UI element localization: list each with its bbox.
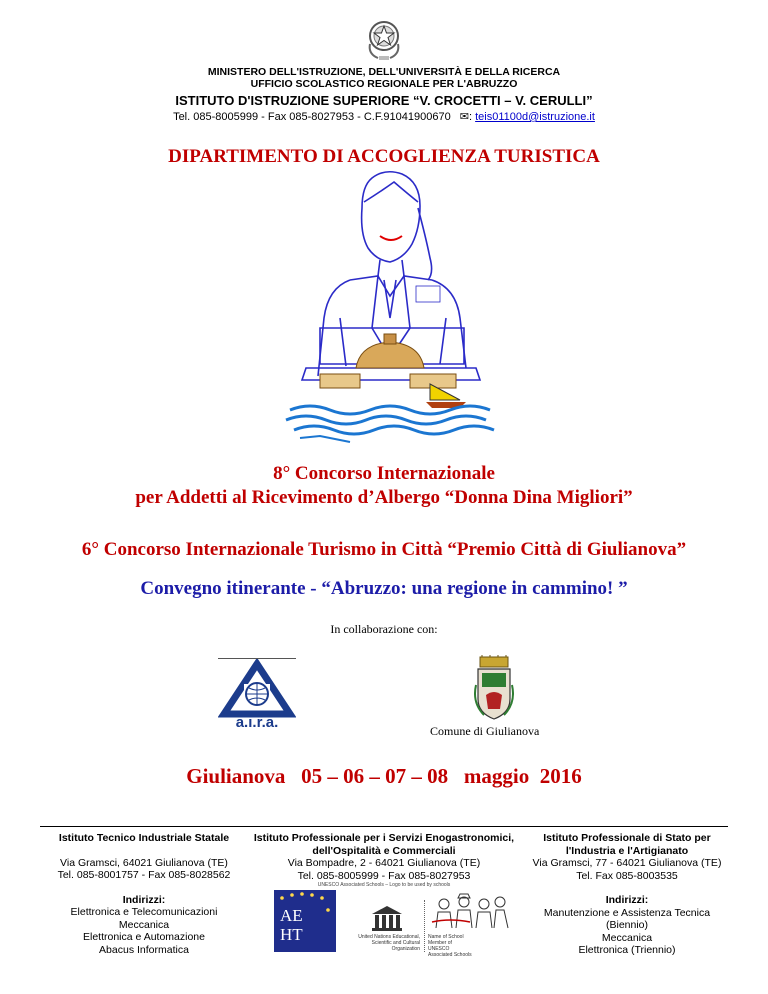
- ministry-line1: MINISTERO DELL'ISTRUZIONE, DELL'UNIVERSITÀ E DELLA RICERCA: [207, 66, 561, 78]
- aira-logo: [218, 658, 296, 732]
- ipsia-course: Elettronica (Triennio): [578, 944, 676, 956]
- department-title: DIPARTIMENTO DI ACCOGLIENZA TURISTICA: [168, 146, 600, 167]
- ipssarct-address: Via Bompadre, 2 - 64021 Giulianova (TE): [287, 857, 481, 869]
- aira-logo-text: a.i.r.a.: [235, 714, 279, 731]
- footer-col-ipssarct: [250, 832, 518, 889]
- contest-title-line2: per Addetti al Ricevimento d’Albergo “Donna Dina Migliori”: [135, 487, 633, 508]
- itis-indirizzi-label: Indirizzi:: [122, 893, 166, 906]
- aeht-logo-text: AE HT: [280, 906, 303, 944]
- contest-title: [0, 462, 768, 510]
- chefs-illustration: [430, 892, 510, 930]
- email-icon: ✉:: [459, 111, 473, 123]
- ipsia-phone: Tel. Fax 085-8003535: [576, 869, 678, 882]
- contacts-line: [0, 110, 768, 123]
- itis-heading: Istituto Tecnico Industriale Statale: [58, 832, 230, 844]
- institute-name: ISTITUTO D'ISTRUZIONE SUPERIORE “V. CROCETTI – V. CERULLI”: [175, 93, 593, 108]
- school-member-text: Name of School Member of UNESCO Associated Schools: [428, 934, 472, 958]
- ipsia-course: Manutenzione e Assistenza Tecnica: [543, 906, 711, 919]
- itis-course: Elettronica e Telecomunicazioni: [70, 906, 218, 918]
- email-link[interactable]: teis01100d@istruzione.it: [475, 111, 595, 123]
- itis-course: Meccanica: [118, 918, 170, 931]
- contest-title-line1: 8° Concorso Internazionale: [273, 463, 495, 484]
- contact-numbers: Tel. 085-8005999 - Fax 085-8027953 - C.F.91041900670: [173, 111, 451, 123]
- ministry-heading: [0, 66, 768, 90]
- unesco-caption: UNESCO Associated Schools – Logo to be used by schools: [317, 882, 451, 888]
- ipsia-address: Via Gramsci, 77 - 64021 Giulianova (TE): [532, 857, 722, 869]
- itis-phone: Tel. 085-8001757 - Fax 085-8028562: [57, 869, 231, 881]
- ipsia-heading2: l'Industria e l'Artigianato: [565, 844, 689, 857]
- contest2-title: 6° Concorso Internazionale Turismo in Città “Premio Città di Giulianova”: [81, 539, 687, 560]
- ministry-line2: UFFICIO SCOLASTICO REGIONALE PER L'ABRUZZO: [250, 78, 518, 90]
- receptionist-illustration: [280, 168, 502, 448]
- aeht-logo: [274, 890, 336, 952]
- ipssarct-heading2: dell'Ospitalità e Commerciali: [312, 844, 456, 857]
- footer-col-ipsia: [522, 832, 732, 957]
- ipssarct-phone: Tel. 085-8005999 - Fax 085-8027953: [297, 869, 471, 882]
- ipsia-course: (Biennio): [605, 919, 649, 931]
- itis-course: Abacus Informatica: [99, 943, 189, 956]
- ipsia-indirizzi-label: Indirizzi:: [605, 894, 649, 906]
- ipsia-course: Meccanica: [601, 931, 653, 944]
- italian-republic-emblem: [366, 14, 402, 62]
- unesco-temple-icon: [370, 904, 404, 932]
- ipsia-heading1: Istituto Professionale di Stato per: [543, 832, 711, 844]
- footer-col-itis: [40, 832, 248, 956]
- comune-label: Comune di Giulianova: [430, 724, 540, 738]
- convention-title: Convegno itinerante - “Abruzzo: una regione in cammino! ”: [140, 578, 628, 599]
- collaboration-intro: In collaborazione con:: [330, 622, 438, 636]
- footer-divider: [40, 826, 728, 827]
- itis-address: Via Gramsci, 64021 Giulianova (TE): [60, 856, 228, 869]
- itis-course: Elettronica e Automazione: [83, 931, 205, 943]
- event-date: Giulianova 05 – 06 – 07 – 08 maggio 2016: [186, 764, 582, 788]
- ipssarct-heading1: Istituto Professionale per i Servizi Enogastronomici,: [253, 832, 515, 844]
- unesco-divider: [424, 900, 425, 952]
- unesco-text: United Nations Educational, Scientific and Cultural Organization: [358, 934, 420, 952]
- giulianova-coat-of-arms: [474, 655, 514, 723]
